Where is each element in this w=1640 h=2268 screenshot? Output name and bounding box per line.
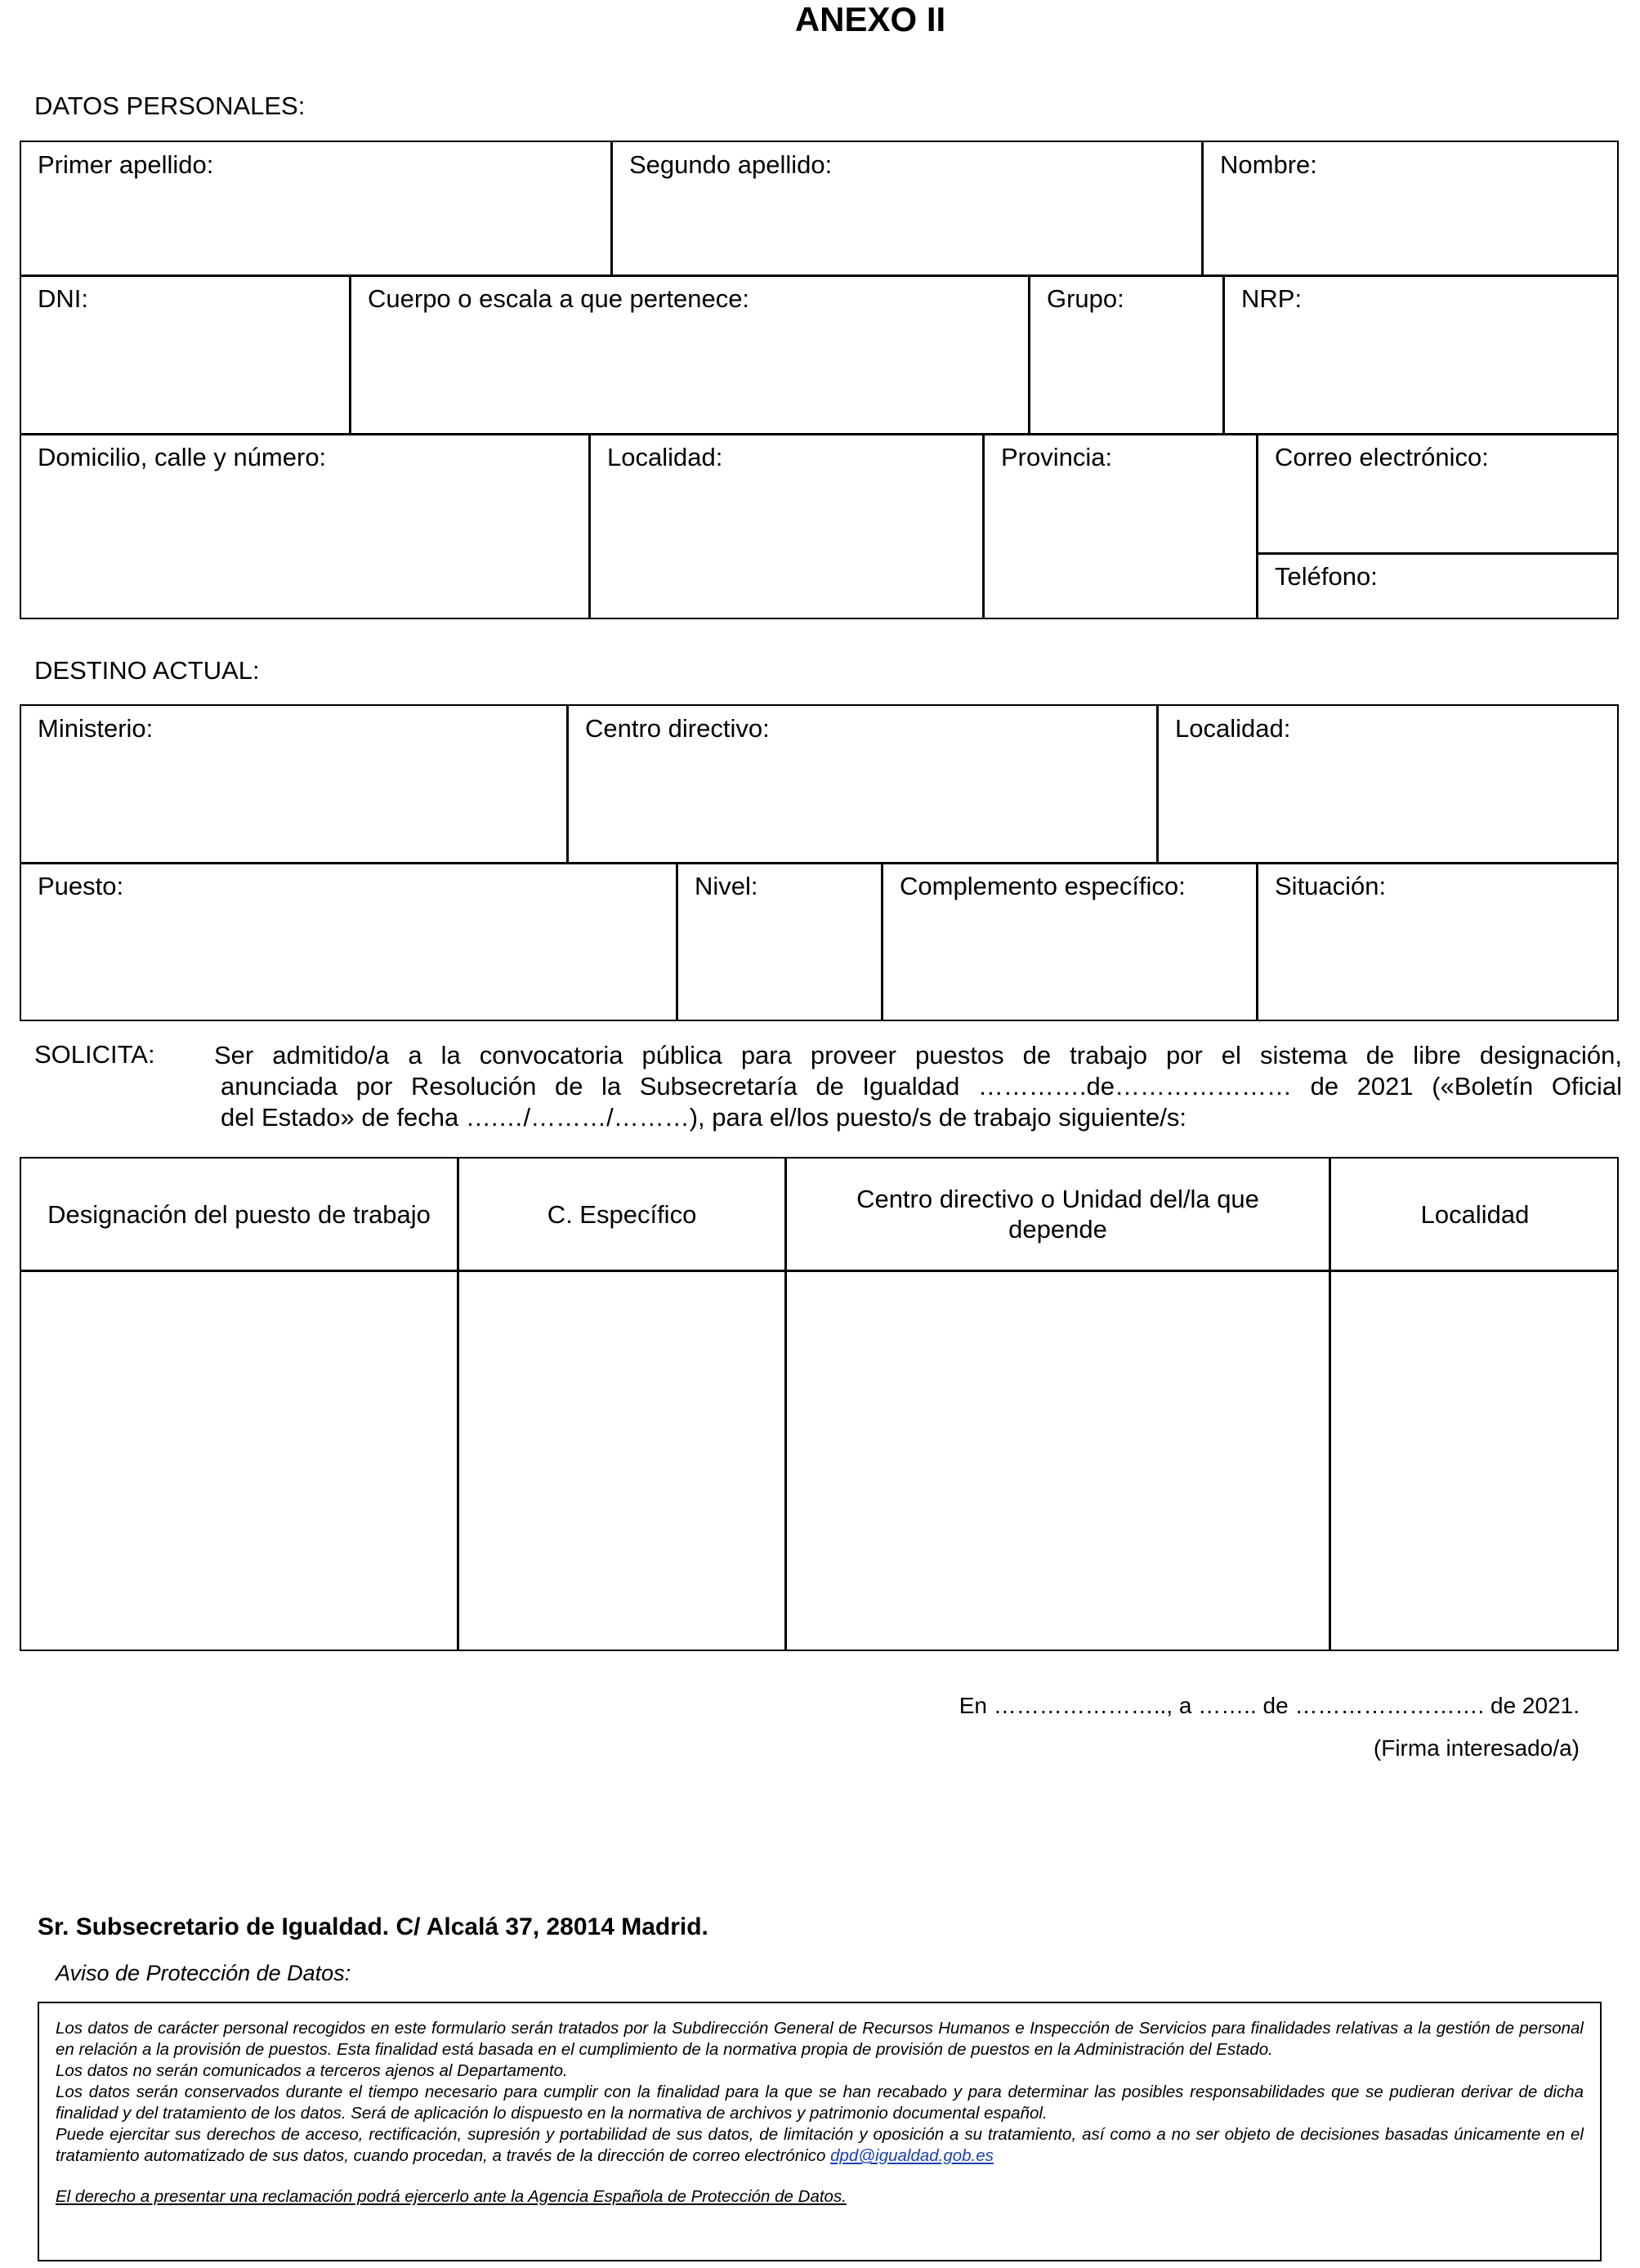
field-telefono[interactable] (1258, 554, 1619, 619)
input-localidad[interactable] (1331, 1272, 1619, 1651)
field-correo[interactable] (1258, 435, 1619, 552)
field-label: Ministerio: (38, 714, 154, 743)
column-header-localidad: Localidad (1420, 1199, 1530, 1229)
solicita-line-2: anunciada por Resolución de la Subsecretaría de Igualdad ………….de………………… de 2021 («Boletín Oficial (221, 1072, 1622, 1101)
field-ministerio[interactable] (21, 706, 566, 862)
date-line: En ………………….., a …….. de ……………………. de 2021. (959, 1693, 1580, 1718)
column-header-centro-directivo: Centro directivo o Unidad del/la que depende (856, 1185, 1259, 1243)
signature-label: (Firma interesado/a) (1373, 1735, 1580, 1761)
field-provincia[interactable] (985, 435, 1256, 619)
field-segundo-apellido[interactable] (613, 142, 1201, 275)
privacy-paragraph: Los datos serán conservados durante el tiempo necesario para cumplir con la finalidad para la que se han recabado y para determinar las posibles responsabilidades que se pudieran derivar de dicha finalidad y del tratamiento de los datos. Será de aplicación lo dispuesto en la normativa de archivos y patrimonio documental español. (56, 2083, 1584, 2123)
field-label: Nivel: (695, 872, 758, 900)
current-post-box (20, 704, 1619, 1021)
field-primer-apellido[interactable] (21, 142, 610, 275)
field-nrp[interactable] (1225, 276, 1619, 433)
field-label: Localidad: (607, 443, 723, 471)
input-designacion[interactable] (21, 1272, 457, 1651)
privacy-email-link[interactable]: dpd@igualdad.gob.es (830, 2146, 994, 2165)
current-post-heading: DESTINO ACTUAL: (34, 656, 260, 685)
privacy-paragraph: Los datos no serán comunicados a terceros ajenos al Departamento. (56, 2061, 568, 2080)
field-label: Segundo apellido: (629, 150, 833, 179)
addressee: Sr. Subsecretario de Igualdad. C/ Alcalá 37, 28014 Madrid. (38, 1913, 708, 1940)
privacy-complaint-text: El derecho a presentar una reclamación podrá ejercerlo ante la Agencia Española de Protección de Datos. (56, 2187, 847, 2206)
column-header-c-especifico: C. Específico (547, 1199, 697, 1229)
field-label: Teléfono: (1275, 562, 1378, 591)
privacy-notice-title: Aviso de Protección de Datos: (56, 1961, 351, 1985)
privacy-paragraph: Los datos de carácter personal recogidos en este formulario serán tratados por la Subdirección General de Recursos Humanos e Inspección de Servicios para finalidades relativas a la gestión de personal en relación a la provisión de puestos. Esta finalidad está basada en el cumplimiento de la normativa propia de provisión de puestos en la Administración del Estado. (56, 2019, 1584, 2059)
field-label: Domicilio, calle y número: (38, 443, 327, 471)
field-label: Cuerpo o escala a que pertenece: (368, 284, 750, 313)
privacy-paragraph (56, 2124, 1584, 2167)
privacy-notice-box (38, 2002, 1602, 2261)
privacy-paragraph (56, 2186, 1584, 2208)
field-label: NRP: (1241, 284, 1303, 313)
field-label: Centro directivo: (585, 714, 770, 743)
field-label: Primer apellido: (38, 150, 214, 179)
field-localidad[interactable] (591, 435, 982, 619)
field-domicilio[interactable] (21, 435, 588, 619)
column-header-designacion: Designación del puesto de trabajo (47, 1199, 431, 1229)
field-label: Correo electrónico: (1275, 443, 1489, 471)
field-puesto[interactable] (21, 864, 676, 1021)
field-dni[interactable] (21, 276, 349, 433)
solicita-line-3: del Estado» de fecha ….…/………/………), para el/los puesto/s de trabajo siguiente/s: (221, 1103, 1187, 1132)
field-complemento[interactable] (883, 864, 1256, 1021)
field-label: Provincia: (1001, 443, 1113, 471)
field-label: Puesto: (38, 872, 124, 900)
page-title: ANEXO II (794, 0, 946, 38)
solicita-line-1: Ser admitido/a a la convocatoria pública para proveer puestos de trabajo por el sistema de libre designación, (214, 1041, 1622, 1069)
field-label: DNI: (38, 284, 88, 313)
field-cuerpo[interactable] (351, 276, 1028, 433)
field-label: Complemento específico: (900, 872, 1186, 900)
field-label: Situación: (1275, 872, 1387, 900)
privacy-rights-text: Puede ejercitar sus derechos de acceso, rectificación, supresión y portabilidad de sus datos, de limitación y oposición a su tratamiento, así como a no ser objeto de decisiones basadas únicamente en el tratamiento automatizado de sus datos, cuando procedan, a través de la dirección de correo electrónico (56, 2125, 1584, 2165)
field-localidad-destino[interactable] (1159, 706, 1619, 862)
solicita-label: SOLICITA: (34, 1040, 155, 1069)
field-centro-directivo[interactable] (569, 706, 1156, 862)
field-label: Localidad: (1175, 714, 1291, 743)
field-nivel[interactable] (678, 864, 881, 1021)
personal-data-box (20, 141, 1619, 619)
field-situacion[interactable] (1258, 864, 1619, 1021)
field-grupo[interactable] (1030, 276, 1222, 433)
positions-table (20, 1157, 1619, 1651)
input-c-especifico[interactable] (459, 1272, 784, 1651)
personal-data-heading: DATOS PERSONALES: (34, 92, 306, 120)
field-nombre[interactable] (1204, 142, 1619, 275)
field-label: Grupo: (1047, 284, 1124, 313)
input-centro-directivo[interactable] (787, 1272, 1329, 1651)
field-label: Nombre: (1220, 150, 1317, 179)
